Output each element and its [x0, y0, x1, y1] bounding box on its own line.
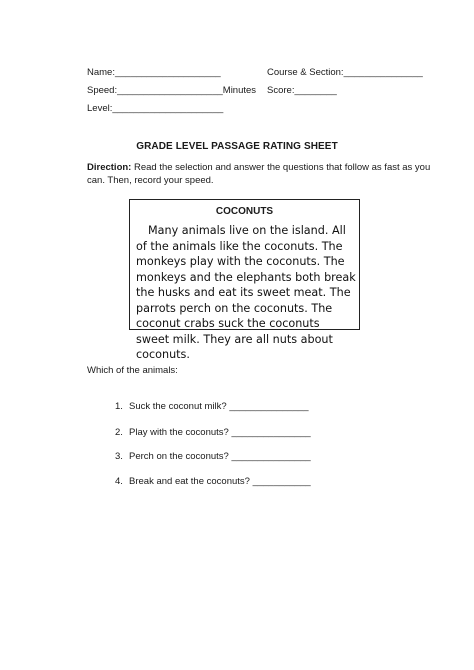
question-4-number: 4. [115, 476, 123, 487]
direction-paragraph [87, 162, 447, 187]
passage-box[interactable] [129, 199, 360, 361]
question-1-number: 1. [115, 401, 123, 412]
question-2-number: 2. [115, 427, 123, 438]
page-title: GRADE LEVEL PASSAGE RATING SHEET [136, 141, 338, 152]
questions-prompt: Which of the animals: [87, 365, 178, 376]
score-field: Score:________ [267, 85, 337, 96]
passage-text: Many animals live on the island. All of the animals like the coconuts. The monkeys play with the coconuts. The monkeys and the elephants both break the husks and eat its sweet meat. The parrots perch on the coconuts. The coconut crabs suck the coconuts sweet milk. They are all nuts about coconuts. [136, 224, 356, 361]
name-field: Name:____________________ [87, 67, 221, 78]
level-field: Level:_____________________ [87, 103, 224, 114]
question-2 [115, 427, 311, 439]
question-3-text: Perch on the coconuts? _______________ [129, 451, 311, 462]
question-2-text: Play with the coconuts? _______________ [129, 427, 311, 438]
course-section-field: Course & Section:_______________ [267, 67, 423, 78]
question-3 [115, 451, 311, 463]
direction-label: Direction: [87, 162, 132, 173]
question-1-text: Suck the coconut milk? _______________ [129, 401, 309, 412]
passage-title: COCONUTS [215, 206, 274, 217]
question-4 [115, 476, 311, 488]
speed-field: Speed:____________________Minutes [87, 85, 257, 96]
question-1 [115, 401, 309, 413]
question-3-number: 3. [115, 451, 123, 462]
direction-text: Read the selection and answer the questions that follow as fast as you can. Then, record your speed. [87, 162, 431, 186]
question-4-text: Break and eat the coconuts? ___________ [129, 476, 311, 487]
